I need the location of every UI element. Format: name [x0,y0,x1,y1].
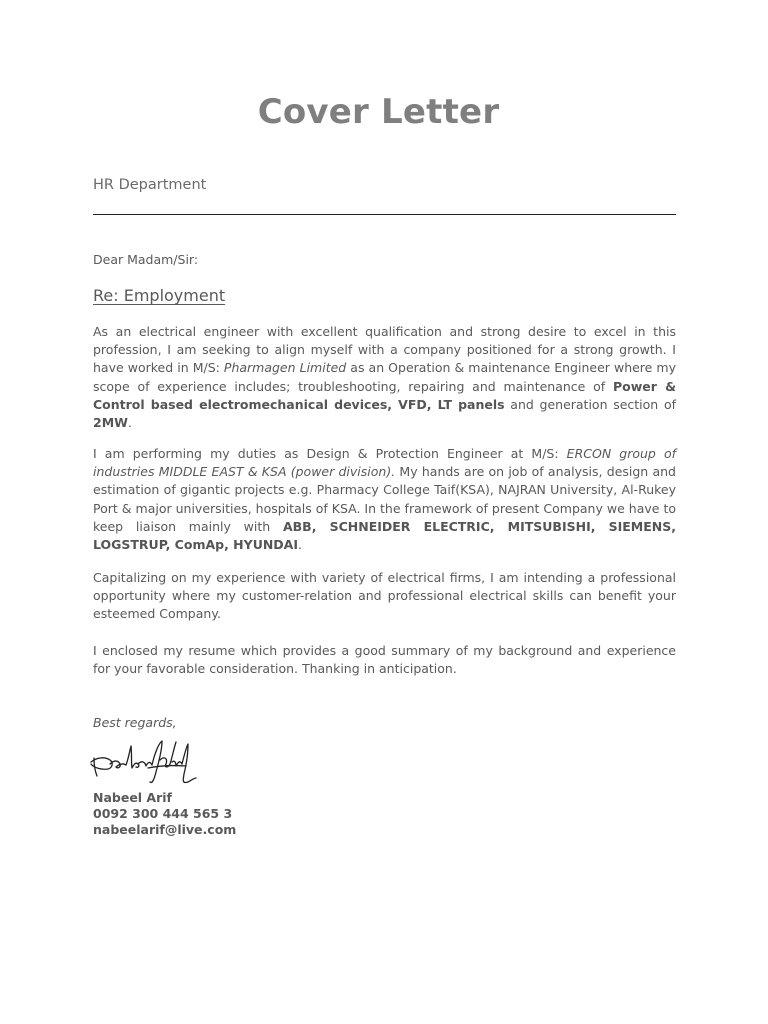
sender-contact-block [93,790,236,838]
paragraph-4 [93,642,676,678]
handwritten-signature [88,738,200,788]
paragraph-3 [93,569,676,624]
paragraph-1-text-a: As an electrical engineer with excellent qualification and strong desire to excel in this profession, I am seeking to align myself with a company positioned for a strong growth. I have worked in M/S: [93,324,676,376]
sender-email: nabeelarif@live.com [93,822,237,837]
paragraph-1 [93,323,676,432]
paragraph-1-company: Pharmagen Limited [223,360,347,376]
salutation: Dear Madam/Sir: [93,252,199,267]
divider-rule [93,214,676,215]
paragraph-1-text-b: as an Operation & maintenance Engineer where my scope of experience includes; troubleshooting, repairing and maintenance of [93,360,676,394]
sender-name: Nabeel Arif [93,790,172,805]
paragraph-2-bold-a: ABB, SCHNEIDER ELECTRIC, MITSUBISHI, SIEMENS, LOGSTRUP, ComAp, HYUNDAI [93,518,676,553]
paragraph-1-bold-a: Power & Control based electromechanical devices, VFD, LT panels [93,378,676,412]
paragraph-1-bold-b: 2MW [93,415,128,431]
paragraph-2 [93,445,676,554]
recipient-line: HR Department [93,177,207,193]
sender-phone: 0092 300 444 565 3 [93,806,233,821]
paragraph-2-company: ERCON group of industries MIDDLE EAST & KSA (power division). [93,446,677,480]
paragraph-4-text: I enclosed my resume which provides a good summary of my background and experience for your favorable consideration. Thanking in anticipation. [93,643,676,677]
paragraph-1-text-d: . [127,415,132,431]
paragraph-1-text-c: and generation section of [504,396,676,412]
page-title: Cover Letter [257,92,500,132]
paragraph-2-text-c: . [298,537,302,553]
paragraph-2-text-b: My hands are on job of analysis, design and estimation of gigantic projects e.g. Pharmacy College Taif(KSA), NAJRAN University, Al-Rukey Port & major universities, hospitals of KSA. In the framework of present Company we have to keep liaison mainly with [93,464,676,534]
closing-line: Best regards, [93,715,177,730]
paragraph-2-text-a: I am performing my duties as Design & Protection Engineer at M/S: [93,446,567,461]
subject-heading: Re: Employment [93,286,226,305]
paragraph-3-text: Capitalizing on my experience with variety of electrical firms, I am intending a professional opportunity where my customer-relation and professional electrical skills can benefit your esteemed Company. [93,570,676,622]
